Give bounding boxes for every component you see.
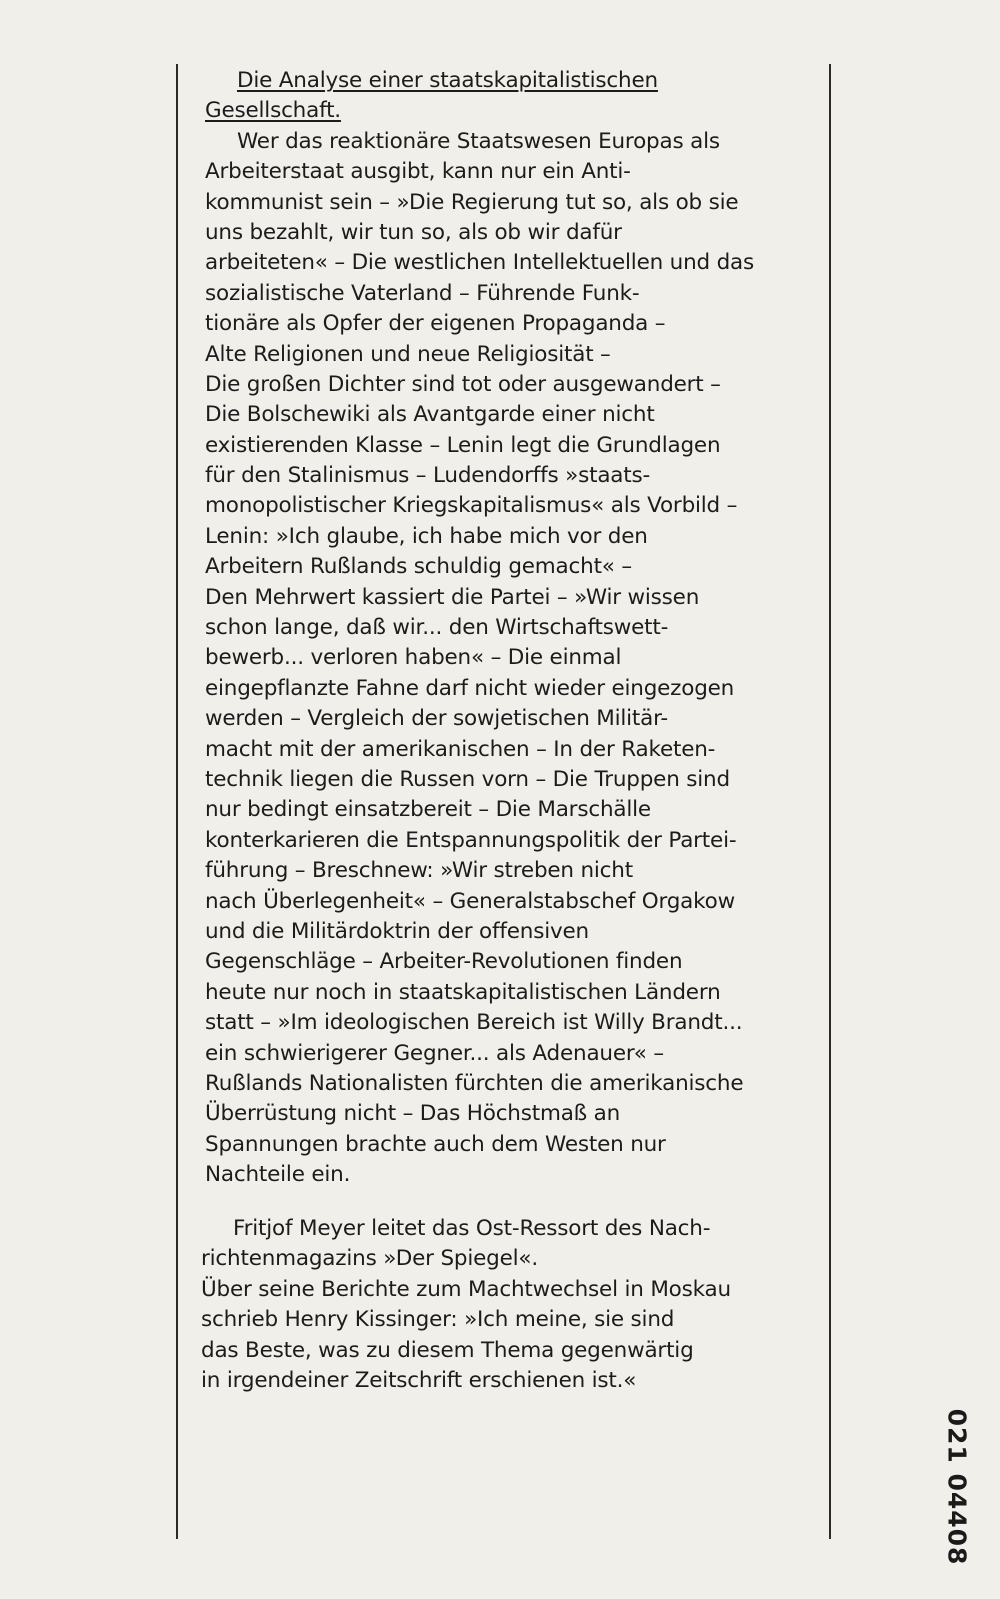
author-note-line: schrieb Henry Kissinger: »Ich meine, sie sind [201,1307,675,1333]
blurb-line: heute nur noch in staatskapitalistischen Ländern [205,979,721,1005]
blurb-line: ein schwierigerer Gegner... als Adenauer« – [205,1040,664,1066]
blurb-line: für den Stalinismus – Ludendorffs »staats- [205,463,651,489]
blurb-line: und die Militärdoktrin der offensiven [205,918,589,944]
blurb-line: technik liegen die Russen vorn – Die Truppen sind [205,766,730,792]
blurb-line: Den Mehrwert kassiert die Partei – »Wir wissen [205,584,700,610]
blurb-line: Alte Religionen und neue Religiosität – [205,341,611,367]
blurb-line: Lenin: »Ich glaube, ich habe mich vor den [205,523,648,549]
blurb-line: werden – Vergleich der sowjetischen Militär- [205,706,668,732]
catalog-number-text: 021 04408 [942,1408,972,1566]
blurb-line: sozialistische Vaterland – Führende Funk- [205,280,640,306]
blurb-line: existierenden Klasse – Lenin legt die Grundlagen [205,432,721,458]
blurb-line: bewerb... verloren haben« – Die einmal [205,645,622,671]
blurb-line: nach Überlegenheit« – Generalstabschef Orgakow [205,888,735,914]
blurb-line: Wer das reaktionäre Staatswesen Europas als [237,128,720,154]
blurb-title-line-1: Die Analyse einer staatskapitalistischen [237,68,658,93]
author-note-line: in irgendeiner Zeitschrift erschienen ist.« [201,1367,637,1393]
blurb-line: uns bezahlt, wir tun so, als ob wir dafür [205,219,622,245]
right-vertical-rule [829,64,831,1539]
blurb-line: Rußlands Nationalisten fürchten die amerikanische [205,1070,744,1096]
blurb-line: Die Bolschewiki als Avantgarde einer nicht [205,402,655,428]
blurb-line: konterkarieren die Entspannungspolitik der Partei- [205,827,737,853]
blurb-line: führung – Breschnew: »Wir streben nicht [205,858,633,884]
blurb-line: arbeiteten« – Die westlichen Intellektuellen und das [205,250,755,276]
catalog-number [937,1408,977,1566]
blurb-line: Arbeitern Rußlands schuldig gemacht« – [205,554,632,580]
blurb-line: Gegenschläge – Arbeiter-Revolutionen finden [205,949,683,975]
author-note-line: richtenmagazins »Der Spiegel«. [201,1246,538,1272]
blurb-text-block [205,66,825,1190]
blurb-title-line-2: Gesellschaft. [205,98,341,124]
blurb-line: tionäre als Opfer der eigenen Propaganda – [205,311,666,337]
blurb-line: Überrüstung nicht – Das Höchstmaß an [205,1101,621,1127]
blurb-line: schon lange, daß wir... den Wirtschaftswett- [205,615,669,641]
author-note-line: Über seine Berichte zum Machtwechsel in Moskau [201,1276,731,1302]
blurb-line: nur bedingt einsatzbereit – Die Marschälle [205,797,651,823]
blurb-line: Die großen Dichter sind tot oder ausgewandert – [205,371,721,397]
blurb-line: Spannungen brachte auch dem Westen nur [205,1131,666,1157]
blurb-line: Nachteile ein. [205,1162,351,1188]
author-note-line: das Beste, was zu diesem Thema gegenwärtig [201,1337,694,1363]
blurb-line: statt – »Im ideologischen Bereich ist Willy Brandt... [205,1010,743,1036]
author-note-block [201,1214,821,1396]
blurb-line: macht mit der amerikanischen – In der Raketen- [205,736,716,762]
blurb-line: monopolistischer Kriegskapitalismus« als Vorbild – [205,493,738,519]
blurb-line: Arbeiterstaat ausgibt, kann nur ein Anti- [205,159,631,185]
left-vertical-rule [176,64,178,1539]
blurb-line: kommunist sein – »Die Regierung tut so, als ob sie [205,189,739,215]
author-note-line: Fritjof Meyer leitet das Ost-Ressort des Nach- [233,1216,711,1241]
blurb-line: eingepflanzte Fahne darf nicht wieder eingezogen [205,675,735,701]
